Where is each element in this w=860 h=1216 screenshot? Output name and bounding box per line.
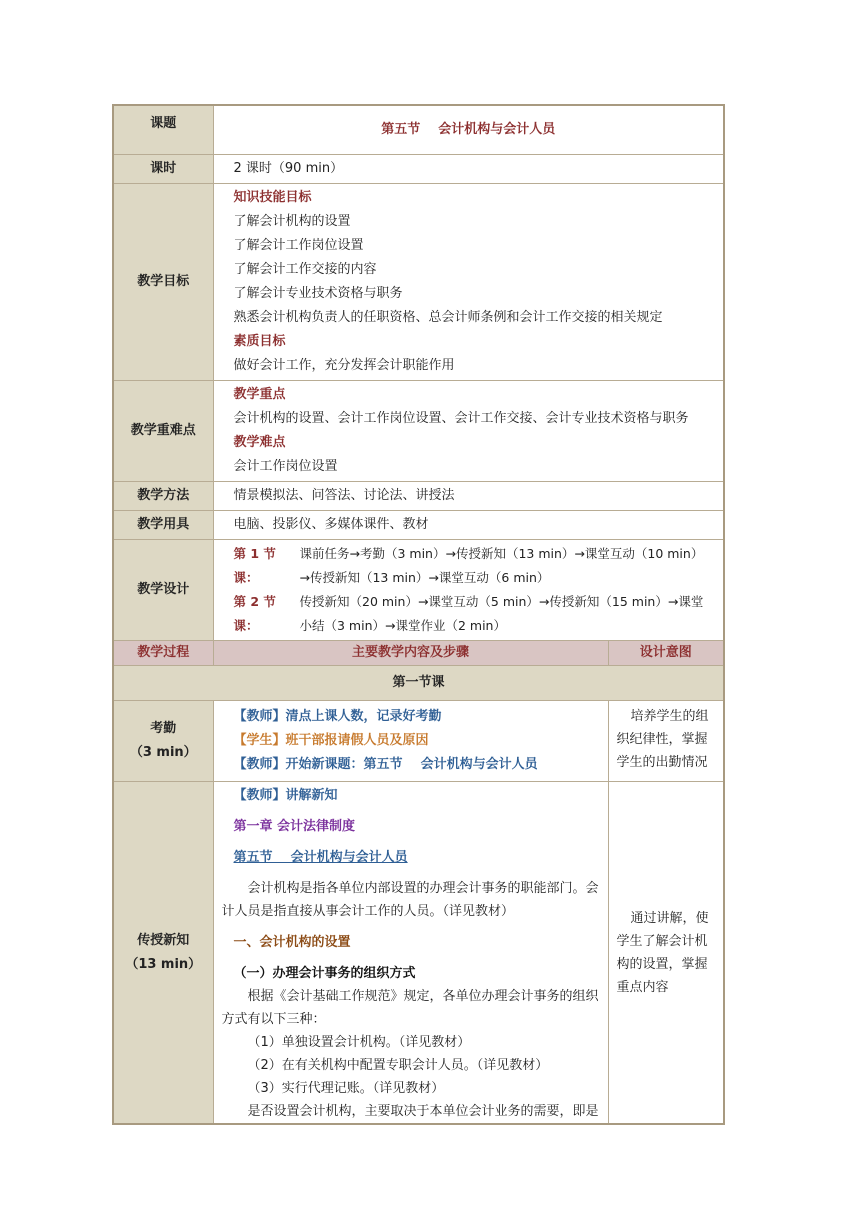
quality-item: 做好会计工作，充分发挥会计职能作用 bbox=[233, 358, 455, 373]
mode-item: （1）单独设置会计机构。（详见教材） bbox=[247, 1035, 471, 1050]
session2-line: 传授新知（20 min）→课堂互动（5 min）→传授新知（15 min）→课堂 bbox=[299, 594, 704, 609]
key-points-row bbox=[113, 381, 724, 482]
knowledge-item: 了解会计专业技术资格与职务 bbox=[233, 286, 403, 301]
teach-intent bbox=[608, 782, 724, 1125]
key-heading: 教学重点 bbox=[233, 387, 286, 402]
teach-intent-text: 通过讲解，使学生了解会计机构的设置，掌握重点内容 bbox=[616, 910, 709, 995]
process-header-row bbox=[113, 641, 724, 666]
session1-label: 第 1 节课： bbox=[233, 546, 276, 585]
key-points-label: 教学重难点 bbox=[113, 381, 213, 482]
lesson-plan-table bbox=[112, 104, 725, 1125]
intro-paragraph: 会计机构是指各单位内部设置的办理会计事务的职能部门。会计人员是指直接从事会计工作的人员。（详见教材） bbox=[221, 881, 599, 919]
knowledge-item: 了解会计工作交接的内容 bbox=[233, 262, 377, 277]
chapter-heading: 第一章 会计法律制度 bbox=[233, 819, 356, 834]
teach-label bbox=[113, 782, 213, 1125]
teach-teacher-line: 【教师】讲解新知 bbox=[233, 788, 338, 803]
tools-value: 电脑、投影仪、多媒体课件、教材 bbox=[213, 511, 724, 540]
key-points-content bbox=[213, 381, 724, 482]
knowledge-item: 了解会计机构的设置 bbox=[233, 214, 351, 229]
mode-item: （3）实行代理记账。（详见教材） bbox=[247, 1081, 445, 1096]
hours-value: 2 课时（90 min） bbox=[213, 155, 724, 184]
section-band-row bbox=[113, 666, 724, 701]
attendance-label-line: （3 min） bbox=[129, 745, 197, 760]
knowledge-heading: 知识技能目标 bbox=[233, 190, 312, 205]
subheading-org-mode: （一）办理会计事务的组织方式 bbox=[233, 966, 416, 981]
session1-line: →传授新知（13 min）→课堂互动（6 min） bbox=[299, 570, 550, 585]
title-row bbox=[113, 105, 724, 155]
attendance-label-line: 考勤 bbox=[150, 721, 177, 736]
mode-item: （2）在有关机构中配置专职会计人员。（详见教材） bbox=[247, 1058, 549, 1073]
teach-row bbox=[113, 782, 724, 1125]
design-label: 教学设计 bbox=[113, 540, 213, 641]
design-row bbox=[113, 540, 724, 641]
session2-label: 第 2 节课： bbox=[233, 594, 276, 633]
key-text: 会计机构的设置、会计工作岗位设置、会计工作交接、会计专业技术资格与职务 bbox=[233, 411, 689, 426]
attendance-row bbox=[113, 701, 724, 782]
goals-content bbox=[213, 184, 724, 381]
design-content bbox=[213, 540, 724, 641]
process-header-col3: 设计意图 bbox=[608, 641, 724, 666]
hard-text: 会计工作岗位设置 bbox=[233, 459, 338, 474]
quality-heading: 素质目标 bbox=[233, 334, 286, 349]
tools-row bbox=[113, 511, 724, 540]
session2-line: 小结（3 min）→课堂作业（2 min） bbox=[299, 618, 506, 633]
rule-paragraph: 根据《会计基础工作规范》规定，各单位办理会计事务的组织方式有以下三种： bbox=[221, 989, 599, 1027]
attendance-intent-text: 培养学生的组织纪律性，掌握学生的出勤情况 bbox=[616, 709, 709, 770]
knowledge-item: 了解会计工作岗位设置 bbox=[233, 238, 364, 253]
attendance-teacher-line: 【教师】清点上课人数，记录好考勤 bbox=[233, 709, 442, 724]
tools-label: 教学用具 bbox=[113, 511, 213, 540]
teach-label-line: 传授新知 bbox=[137, 932, 190, 948]
attendance-student-line: 【学生】班干部报请假人员及原因 bbox=[233, 733, 429, 748]
method-label: 教学方法 bbox=[113, 482, 213, 511]
hard-heading: 教学难点 bbox=[233, 435, 286, 450]
attendance-intent bbox=[608, 701, 724, 782]
attendance-content bbox=[213, 701, 608, 782]
hours-label: 课时 bbox=[113, 155, 213, 184]
session1-line: 课前任务→考勤（3 min）→传授新知（13 min）→课堂互动（10 min） bbox=[299, 546, 704, 561]
process-header-col2: 主要教学内容及步骤 bbox=[213, 641, 608, 666]
attendance-label bbox=[113, 701, 213, 782]
heading-org-setup: 一、会计机构的设置 bbox=[233, 935, 351, 950]
teach-content bbox=[213, 782, 608, 1125]
page-title: 第五节 会计机构与会计人员 bbox=[213, 105, 724, 155]
process-header-col1: 教学过程 bbox=[113, 641, 213, 666]
knowledge-item: 熟悉会计机构负责人的任职资格、总会计师条例和会计工作交接的相关规定 bbox=[233, 310, 663, 325]
goals-label: 教学目标 bbox=[113, 184, 213, 381]
title-label: 课题 bbox=[113, 105, 213, 155]
continued-paragraph: 是否设置会计机构，主要取决于本单位会计业务的需要，即是 bbox=[247, 1104, 599, 1119]
attendance-newtopic-line: 【教师】开始新课题：第五节 会计机构与会计人员 bbox=[233, 757, 538, 772]
section-heading: 第五节 会计机构与会计人员 bbox=[233, 850, 408, 865]
teach-label-line: （13 min） bbox=[125, 956, 202, 972]
section-band: 第一节课 bbox=[113, 666, 724, 701]
method-value: 情景模拟法、问答法、讨论法、讲授法 bbox=[213, 482, 724, 511]
method-row bbox=[113, 482, 724, 511]
goals-row bbox=[113, 184, 724, 381]
hours-row bbox=[113, 155, 724, 184]
